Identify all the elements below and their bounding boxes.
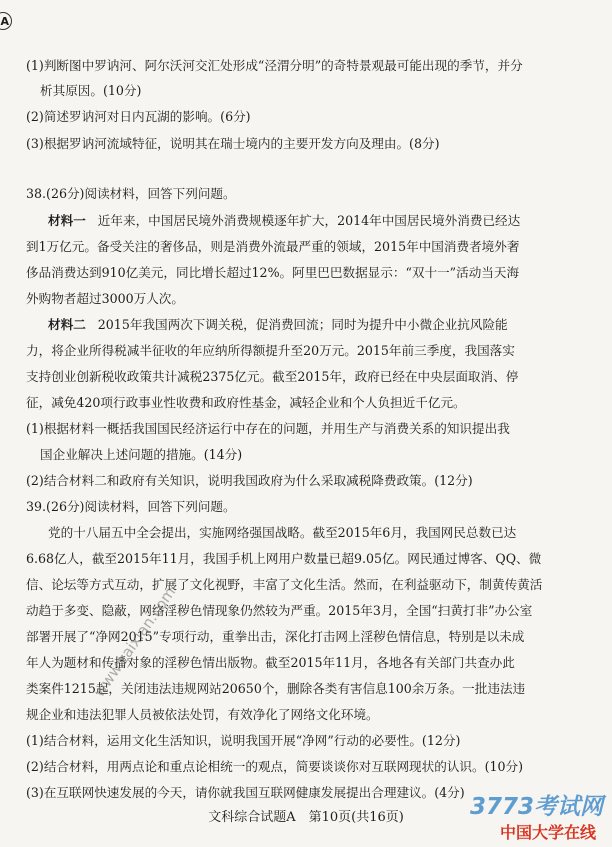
q39-passage-line-1: 党的十八届五中全会提出，实施网络强国战略。截至2015年6月，我国网民总数已达 <box>48 525 517 540</box>
q38-material-1-label: 材料一 <box>48 213 86 228</box>
q38-subquestion-2: (2)结合材料二和政府有关知识，说明我国政府为什么采取减税降费政策。(12分) <box>26 473 473 488</box>
watermark-logo: 3773考试网 <box>470 794 604 820</box>
q38-material-1-text-1: 近年来，中国居民境外消费规模逐年扩大，2014年中国居民境外消费已经达 <box>97 213 521 228</box>
watermark-site-name: 中国大学在线 <box>500 823 597 842</box>
q38-header: 38.(26分)阅读材料，回答下列问题。 <box>26 186 236 201</box>
q39-subquestion-3: (3)在互联网快速发展的今天，请你就我国互联网健康发展提出合理建议。(4分) <box>26 785 465 800</box>
q37-subquestion-2: (2)简述罗讷河对日内瓦湖的影响。(6分) <box>26 109 251 124</box>
q37-subquestion-1-line-1: (1)判断图中罗讷河、阿尔沃河交汇处形成“泾渭分明”的奇特景观最可能出现的季节，并分 <box>26 58 523 73</box>
q39-passage-line-2: 6.68亿人，截至2015年11月，我国手机上网用户数量已超9.05亿。网民通过博客、QQ、微 <box>26 551 542 566</box>
q37-subquestion-3: (3)根据罗讷河流域特征，说明其在瑞士境内的主要开发方向及理由。(8分) <box>26 136 440 151</box>
q38-material-2-label: 材料二 <box>48 317 86 332</box>
q38-subquestion-1-line-2: 国企业解决上述问题的措施。(14分) <box>40 447 243 462</box>
q38-material-1-line-3: 侈品消费达到910亿美元，同比增长超过12%。阿里巴巴数据显示：“双十一”活动当天海 <box>26 265 520 280</box>
q39-passage-line-3: 信、论坛等方式互动，扩展了文化视野，丰富了文化生活。然而，在利益驱动下，制黄传黄活 <box>26 577 543 592</box>
q38-material-2-line-4: 征，减免420项行政事业性收费和政府性基金，减轻企业和个人负担近千亿元。 <box>26 395 466 410</box>
q37-subquestion-1-line-2: 析其原因。(10分) <box>40 83 142 98</box>
q39-passage-line-6: 年人为题材和传播对象的淫秽色情出版物。截至2015年11月，各地各有关部门共查办此 <box>26 655 515 670</box>
q38-material-1-line-1 <box>48 210 520 229</box>
q39-passage-line-7: 类案件1215起，关闭违法违规网站20650个，删除各类有害信息100余万条。一批违法违 <box>26 681 526 696</box>
q38-material-2-text-1: 2015年我国两次下调关税，促消费回流；同时为提升中小微企业抗风险能 <box>97 317 508 332</box>
page-corner-marker: A <box>0 12 12 30</box>
page-footer: 文科综合试题A 第10页(共16页) <box>208 810 404 825</box>
q38-material-1-line-4: 外购物者超过3000万人次。 <box>26 291 184 306</box>
q38-material-2-line-1 <box>48 314 508 333</box>
q38-material-2-line-2: 力，将企业所得税减半征收的年应纳所得额提升至20万元。2015年前三季度，我国落实 <box>26 343 515 358</box>
q39-header: 39.(26分)阅读材料，回答下列问题。 <box>26 499 236 514</box>
q39-passage-line-4: 动趋于多变、隐蔽，网络淫秽色情现象仍然较为严重。2015年3月，全国“扫黄打非”办公室 <box>26 603 533 618</box>
q38-material-1-line-2: 到1万亿元。备受关注的奢侈品，则是消费外流最严重的领域，2015年中国消费者境外奢 <box>26 239 520 254</box>
q39-subquestion-2: (2)结合材料，用两点论和重点论相统一的观点，简要谈谈你对互联网现状的认识。(10分) <box>26 759 524 774</box>
diagonal-watermark: www.zaixian.com <box>90 583 180 701</box>
q39-subquestion-1: (1)结合材料，运用文化生活知识，说明我国开展“净网”行动的必要性。(12分) <box>26 733 461 748</box>
q38-material-2-line-3: 支持创业创新税收政策共计减税2375亿元。截至2015年，政府已经在中央层面取消、停 <box>26 369 519 384</box>
q38-subquestion-1-line-1: (1)根据材料一概括我国国民经济运行中存在的问题，并用生产与消费关系的知识提出我 <box>26 421 510 436</box>
q39-passage-line-8: 规企业和违法犯罪人员被依法处罚，有效净化了网络文化环境。 <box>26 707 379 722</box>
q39-passage-line-5: 部署开展了“净网2015”专项行动，重拳出击，深化打击网上淫秽色情信息，特别是以未成 <box>26 629 525 644</box>
